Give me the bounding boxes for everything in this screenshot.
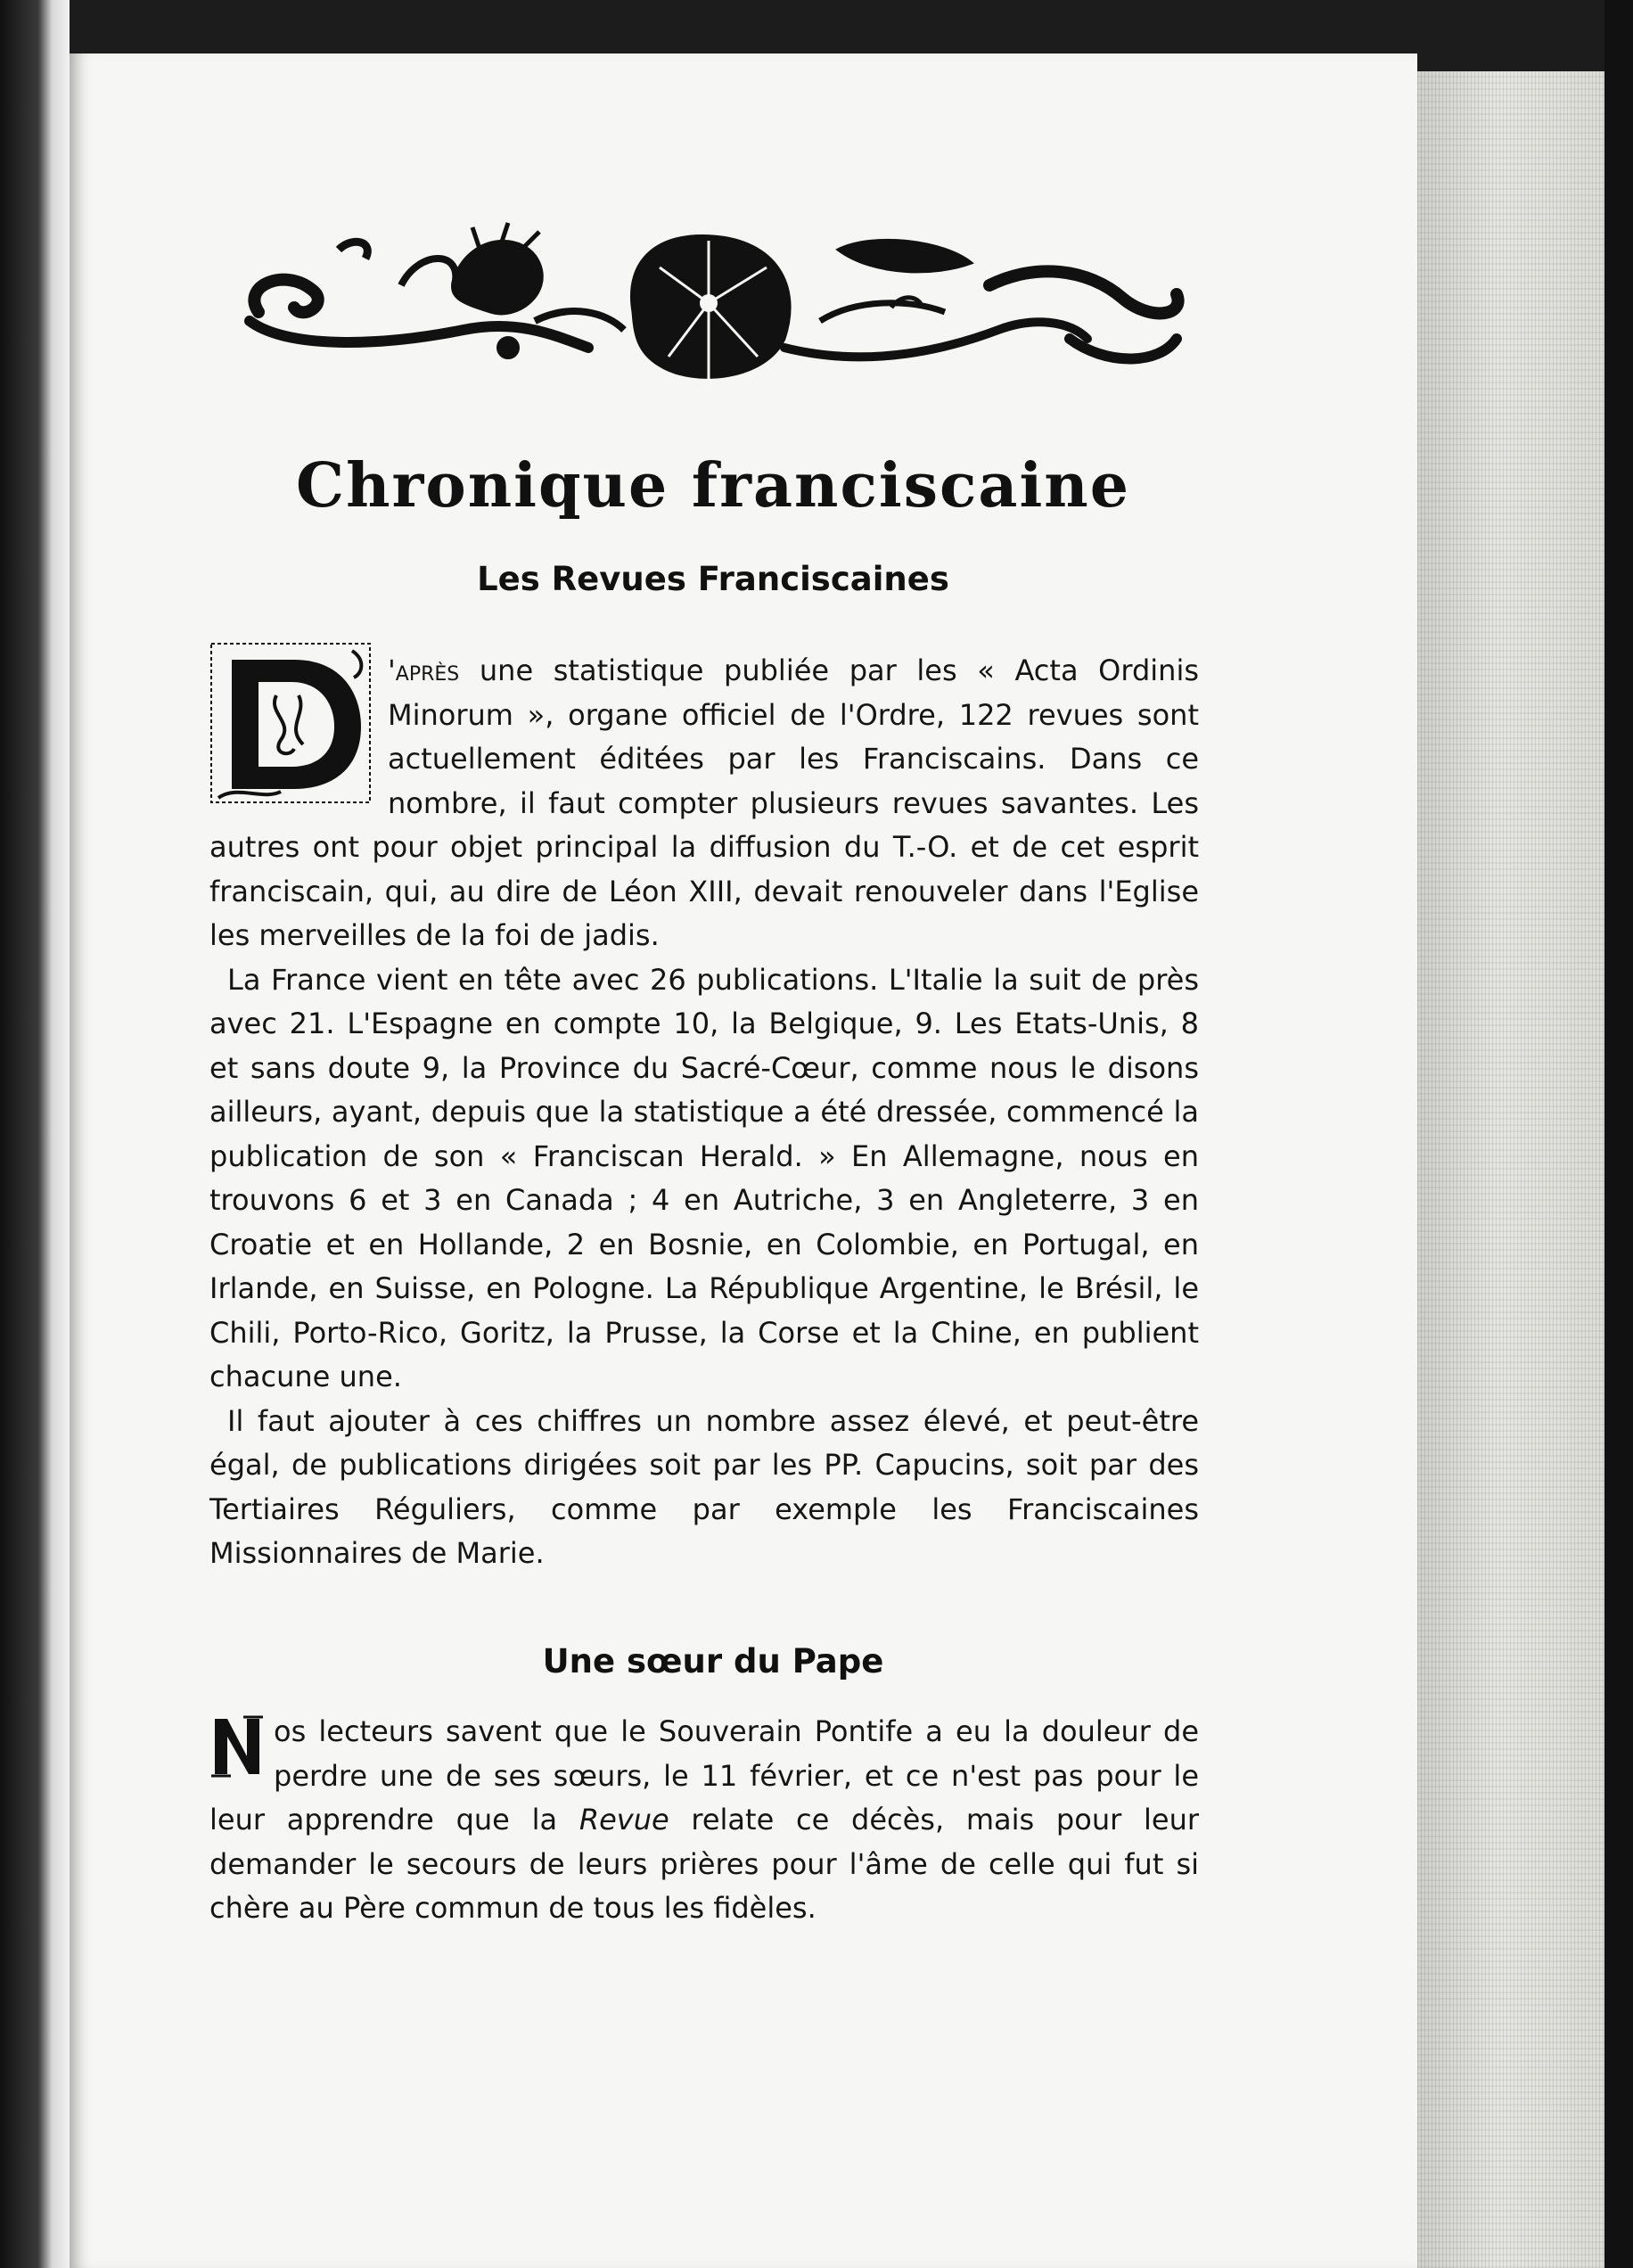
- floral-vine-ornament-icon: [232, 214, 1194, 392]
- decorated-initial-d-icon: [209, 642, 372, 804]
- paragraph-1-lead: 'après: [388, 653, 460, 687]
- gothic-initial-n-icon: [209, 1713, 265, 1779]
- paragraph-4: [209, 1710, 1199, 1931]
- section-heading-revues: Les Revues Franciscaines: [477, 560, 949, 598]
- background-right: [1604, 0, 1633, 2268]
- paragraph-1: [209, 649, 1199, 958]
- section-heading-soeur: Une sœur du Pape: [542, 1642, 884, 1680]
- section-revues-body: [209, 649, 1199, 1576]
- page-title: Chronique franciscaine: [295, 450, 1131, 522]
- paragraph-4-em: Revue: [579, 1803, 669, 1837]
- paragraph-2: La France vient en tête avec 26 publications. L'Italie la suit de près avec 21. L'Espagne en compte 10, la Belgique, 9. Les Etats-Unis, 8 et sans doute 9, la Province du Sacré-Cœur, comme nous le disons ailleurs, ayant, depuis que la statistique a été dressée, commencé la publication de son « Franciscan Herald. » En Allemagne, nous en trouvons 6 et 3 en Canada ; 4 en Autriche, 3 en Angleterre, 3 en Croatie et en Hollande, 2 en Bosnie, en Colombie, en Portugal, en Irlande, en Suisse, en Pologne. La République Argentine, le Brésil, le Chili, Porto-Rico, Goritz, la Prusse, la Corse et la Chine, en publient chacune une.: [209, 962, 1199, 1393]
- paragraph-1-text: une statistique publiée par les « Acta Ordinis Minorum », organe officiel de l'Ordre, 122 revues sont actuellement éditées par les Franciscains. Dans ce nombre, il faut compter plusieurs revues savantes. Les autres ont pour objet principal la diffusion du T.-O. et de cet esprit franciscain, qui, au dire de Léon XIII, devait renouveler dans l'Eglise les merveilles de la foi de jadis.: [209, 653, 1199, 952]
- section-soeur-body: [209, 1710, 1199, 1931]
- page-edges-stack: [1417, 71, 1622, 2268]
- paragraph-3: Il faut ajouter à ces chiffres un nombre assez élevé, et peut-être égal, de publications dirigées soit par les PP. Capucins, soit par des Tertiaires Réguliers, comme par exemple les Franciscaines Missionnaires de Marie.: [209, 1403, 1199, 1570]
- book-gutter-left: [0, 0, 70, 2268]
- paragraph-4-text-b: relate ce décès, mais pour leur demander le secours de leurs prières pour l'âme de celle qui fut si chère au Père commun de tous les fidèles.: [209, 1803, 1200, 1925]
- paragraph-4-text-a: os lecteurs savent que le Souverain Pontife a eu la douleur de perdre une de ses sœurs, le 11 février, et ce n'est pas pour le leur apprendre que la: [209, 1714, 1199, 1837]
